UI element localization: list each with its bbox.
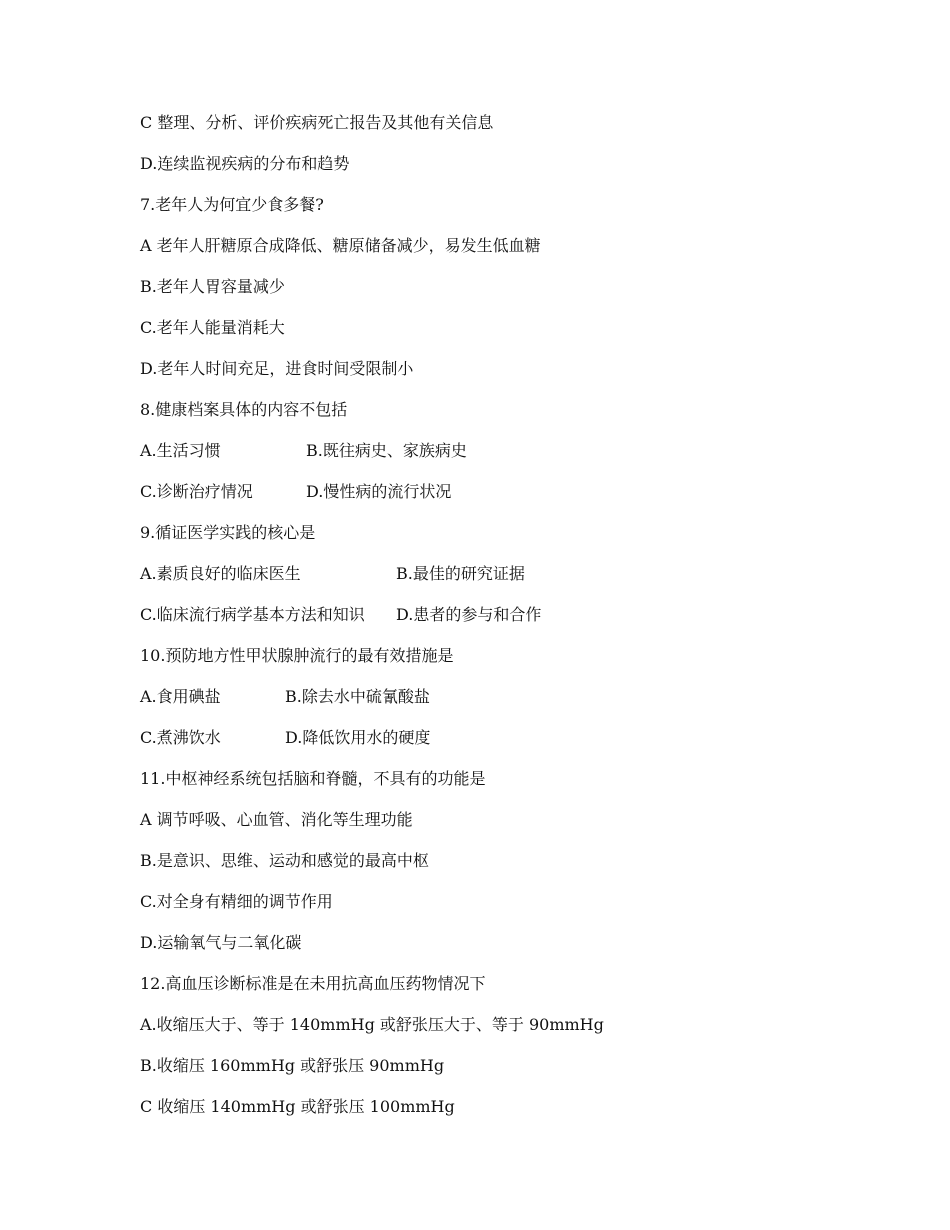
q8-option-d: D.慢性病的流行状况 xyxy=(306,482,452,501)
q12-option-a: A.收缩压大于、等于 140mmHg 或舒张压大于、等于 90mmHg xyxy=(140,1015,604,1034)
q11-option-a: A 调节呼吸、心血管、消化等生理功能 xyxy=(140,810,413,829)
q11-option-d: D.运输氧气与二氧化碳 xyxy=(140,933,302,952)
q8-options-row-2 xyxy=(140,479,860,520)
q9-option-a: A.素质良好的临床医生 xyxy=(140,564,301,583)
q7-option-d: D.老年人时间充足，进食时间受限制小 xyxy=(140,359,414,378)
option-line: D.连续监视疾病的分布和趋势 xyxy=(140,154,350,173)
q12-option-c: C 收缩压 140mmHg 或舒张压 100mmHg xyxy=(140,1097,455,1116)
q10-options-row-2 xyxy=(140,725,860,766)
question-8: 8.健康档案具体的内容不包括 xyxy=(140,400,348,419)
q10-option-c: C.煮沸饮水 xyxy=(140,728,221,747)
q10-option-d: D.降低饮用水的硬度 xyxy=(285,728,431,747)
q8-option-a: A.生活习惯 xyxy=(140,441,221,460)
question-12: 12.高血压诊断标准是在未用抗高血压药物情况下 xyxy=(140,974,486,993)
q9-options-row-1 xyxy=(140,561,860,602)
q9-option-b: B.最佳的研究证据 xyxy=(396,564,525,583)
q10-options-row-1 xyxy=(140,684,860,725)
q9-options-row-2 xyxy=(140,602,860,643)
q10-option-b: B.除去水中硫氰酸盐 xyxy=(285,687,430,706)
question-7: 7.老年人为何宜少食多餐? xyxy=(140,195,324,214)
q11-option-b: B.是意识、思维、运动和感觉的最高中枢 xyxy=(140,851,429,870)
q8-option-b: B.既往病史、家族病史 xyxy=(306,441,467,460)
q11-option-c: C.对全身有精细的调节作用 xyxy=(140,892,333,911)
q9-option-d: D.患者的参与和合作 xyxy=(396,605,542,624)
q8-options-row-1 xyxy=(140,438,860,479)
q8-option-c: C.诊断治疗情况 xyxy=(140,482,253,501)
q7-option-b: B.老年人胃容量减少 xyxy=(140,277,285,296)
option-line: C 整理、分析、评价疾病死亡报告及其他有关信息 xyxy=(140,113,494,132)
q10-option-a: A.食用碘盐 xyxy=(140,687,221,706)
q7-option-c: C.老年人能量消耗大 xyxy=(140,318,285,337)
question-9: 9.循证医学实践的核心是 xyxy=(140,523,316,542)
q7-option-a: A 老年人肝糖原合成降低、糖原储备减少，易发生低血糖 xyxy=(140,236,541,255)
question-11: 11.中枢神经系统包括脑和脊髓，不具有的功能是 xyxy=(140,769,486,788)
question-10: 10.预防地方性甲状腺肿流行的最有效措施是 xyxy=(140,646,454,665)
document-body xyxy=(140,110,860,1135)
q9-option-c: C.临床流行病学基本方法和知识 xyxy=(140,605,365,624)
q12-option-b: B.收缩压 160mmHg 或舒张压 90mmHg xyxy=(140,1056,445,1075)
